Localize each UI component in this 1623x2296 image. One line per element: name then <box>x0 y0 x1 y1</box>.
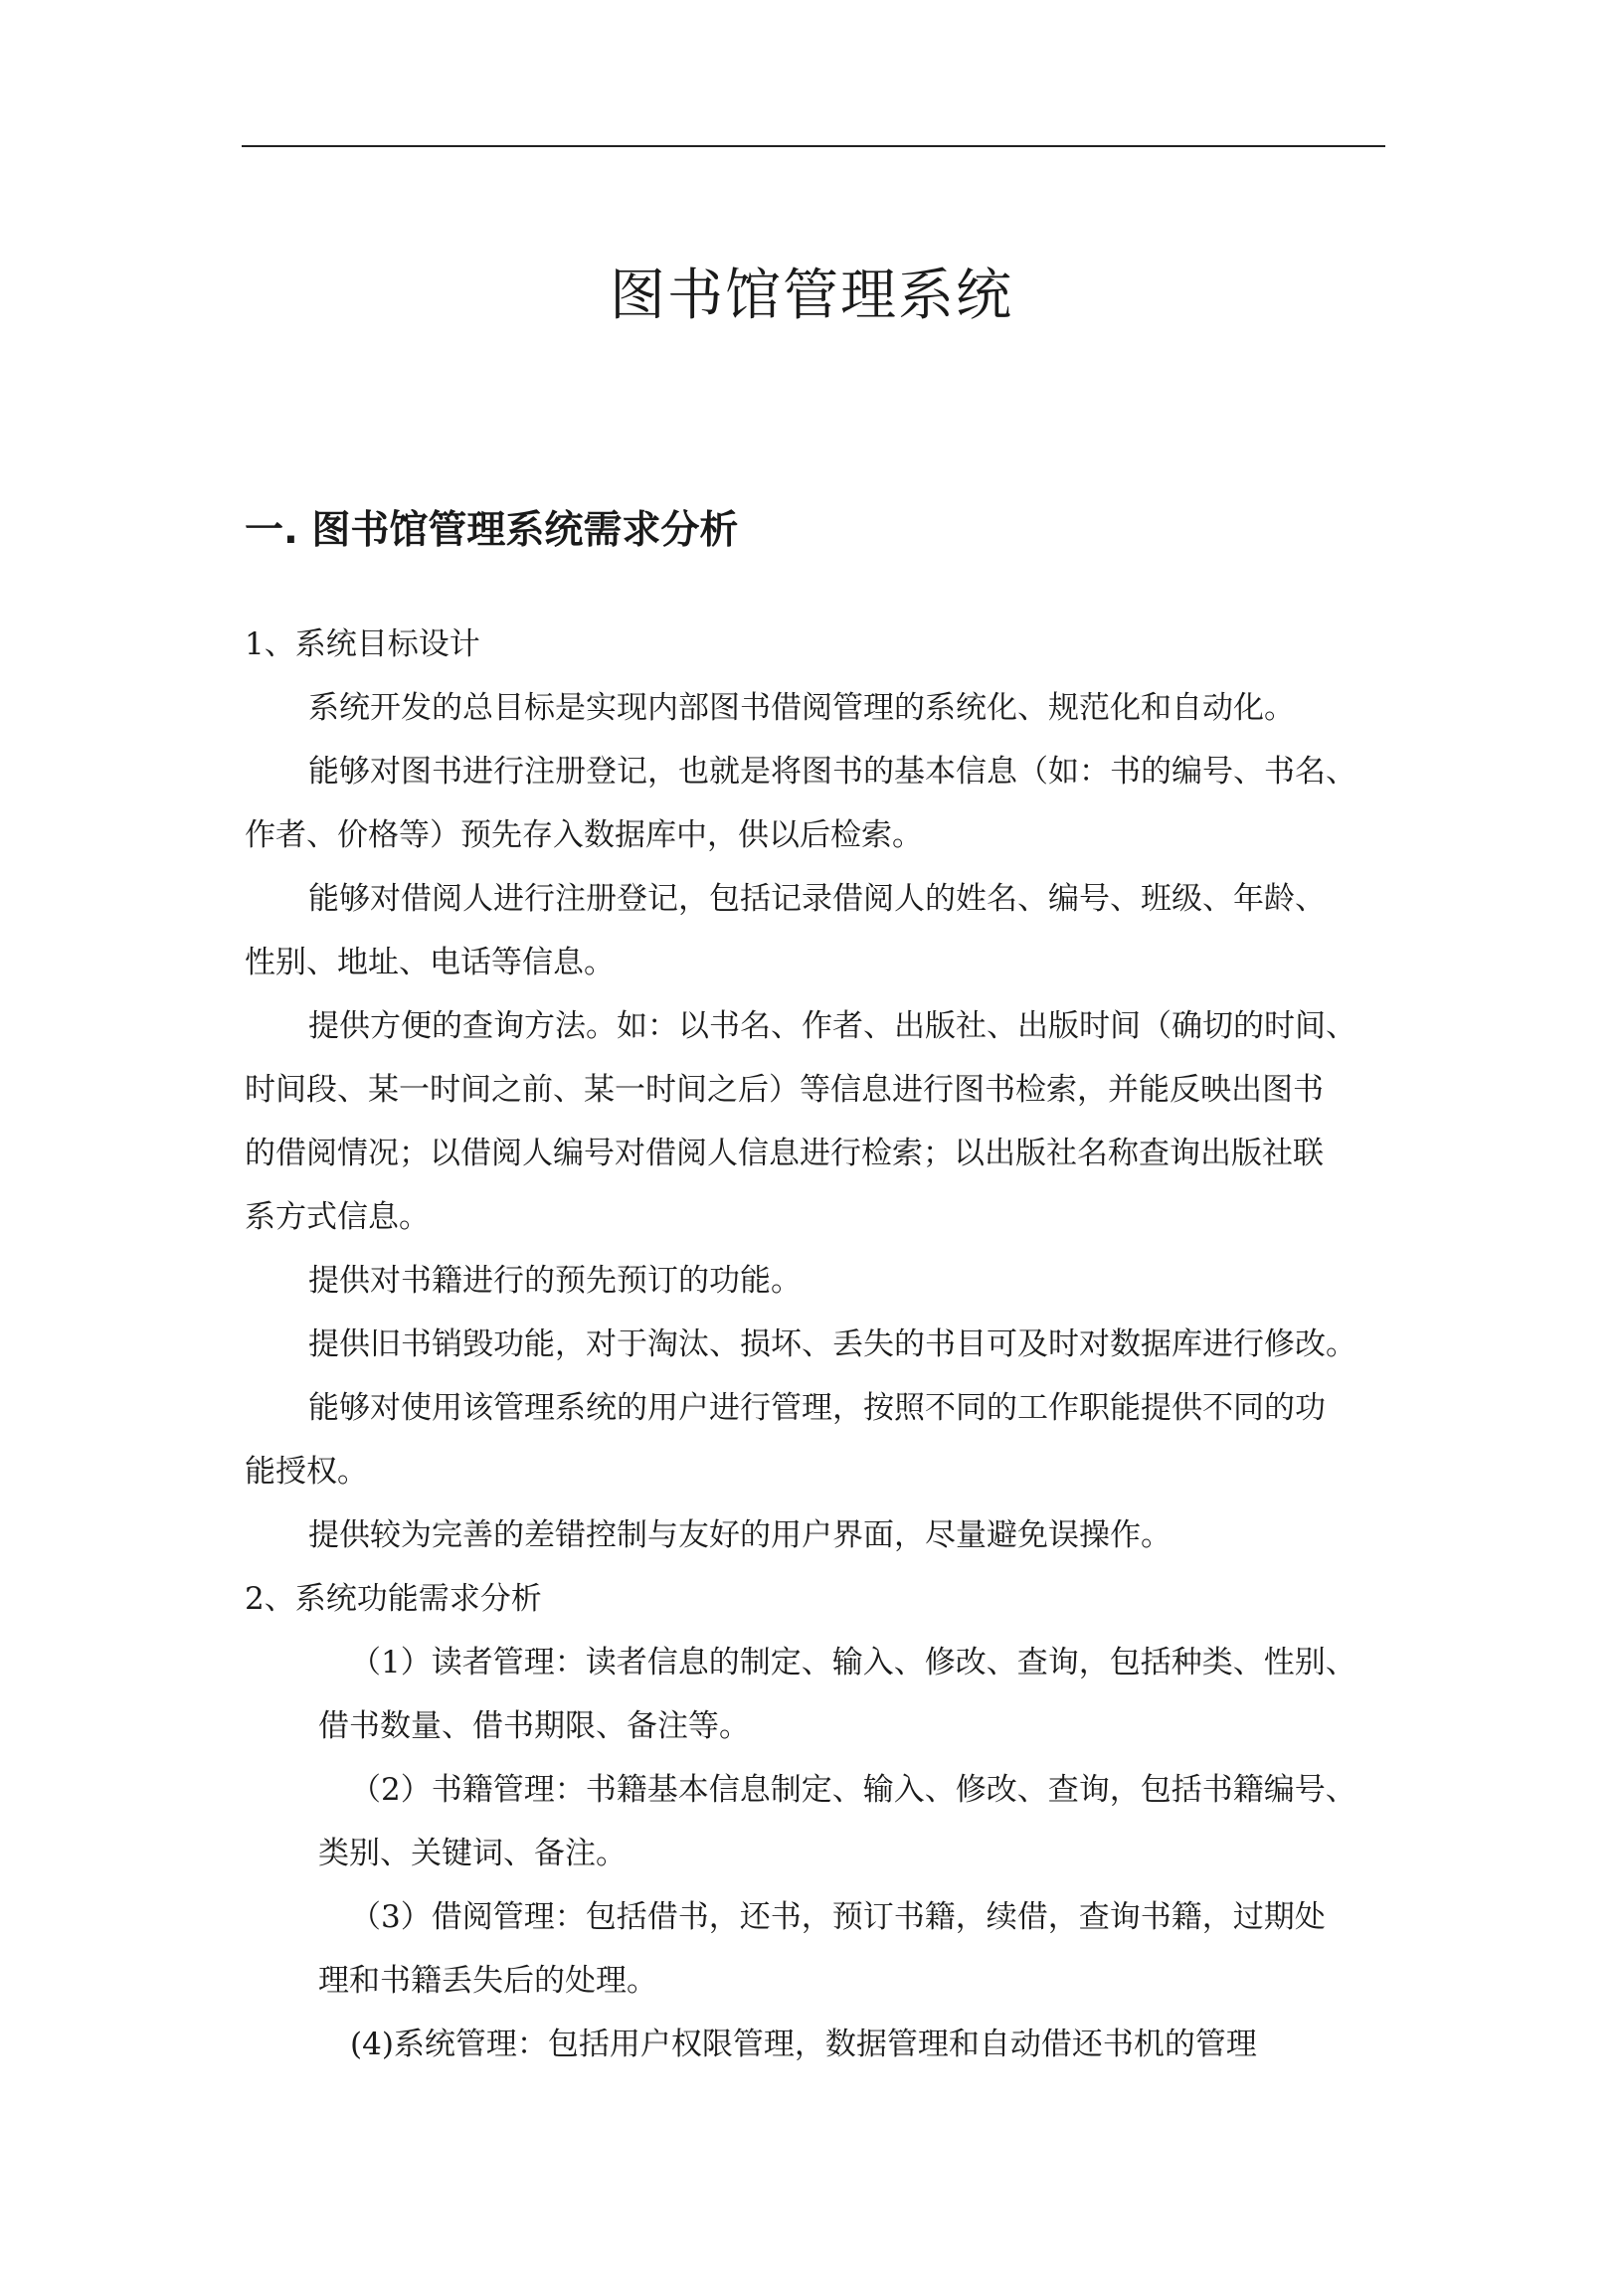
document-title: 图书馆管理系统 <box>610 264 1013 328</box>
paragraph-line: 作者、价格等）预先存入数据库中，供以后检索。 <box>245 817 923 853</box>
section-heading: 一. 图书馆管理系统需求分析 <box>245 508 739 553</box>
list-item-line: （3）借阅管理：包括借书，还书，预订书籍，续借，查询书籍，过期处 <box>350 1899 1326 1935</box>
paragraph-line: 系方式信息。 <box>245 1199 430 1235</box>
subheading-goals: 1、系统目标设计 <box>245 626 480 662</box>
paragraph-line: 提供旧书销毁功能，对于淘汰、损坏、丢失的书目可及时对数据库进行修改。 <box>308 1326 1356 1362</box>
paragraph-line: 性别、地址、电话等信息。 <box>245 945 615 980</box>
paragraph-line: 时间段、某一时间之前、某一时间之后）等信息进行图书检索，并能反映出图书 <box>245 1072 1324 1108</box>
list-item-line: 理和书籍丢失后的处理。 <box>318 1963 657 1999</box>
list-item-line: 借书数量、借书期限、备注等。 <box>318 1708 750 1744</box>
paragraph-line: 提供较为完善的差错控制与友好的用户界面，尽量避免误操作。 <box>308 1517 1172 1553</box>
list-item-line: （1）读者管理：读者信息的制定、输入、修改、查询，包括种类、性别、 <box>350 1645 1356 1680</box>
paragraph-line: 系统开发的总目标是实现内部图书借阅管理的系统化、规范化和自动化。 <box>308 690 1295 726</box>
paragraph-line: 的借阅情况；以借阅人编号对借阅人信息进行检索；以出版社名称查询出版社联 <box>245 1136 1324 1171</box>
paragraph-line: 提供方便的查询方法。如：以书名、作者、出版社、出版时间（确切的时间、 <box>308 1008 1356 1044</box>
paragraph-line: 能够对使用该管理系统的用户进行管理，按照不同的工作职能提供不同的功 <box>308 1390 1326 1426</box>
subheading-functions: 2、系统功能需求分析 <box>245 1581 542 1617</box>
list-item-line: （2）书籍管理：书籍基本信息制定、输入、修改、查询，包括书籍编号、 <box>350 1772 1356 1808</box>
paragraph-line: 能够对借阅人进行注册登记，包括记录借阅人的姓名、编号、班级、年龄、 <box>308 881 1326 917</box>
paragraph-line: 能够对图书进行注册登记，也就是将图书的基本信息（如：书的编号、书名、 <box>308 754 1356 790</box>
paragraph-line: 能授权。 <box>245 1454 368 1490</box>
list-item-line: (4)系统管理：包括用户权限管理，数据管理和自动借还书机的管理 <box>350 2027 1257 2062</box>
paragraph-line: 提供对书籍进行的预先预订的功能。 <box>308 1263 802 1299</box>
list-item-line: 类别、关键词、备注。 <box>318 1836 627 1871</box>
header-rule <box>242 145 1385 147</box>
